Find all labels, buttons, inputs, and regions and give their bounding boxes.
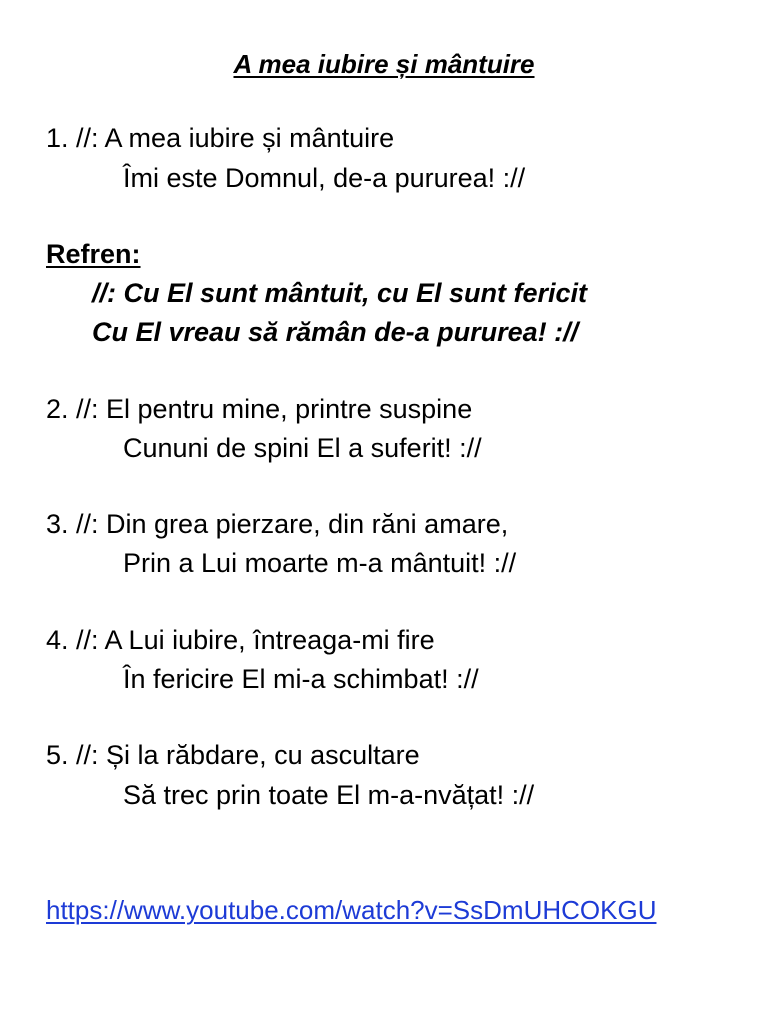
song-title: A mea iubire și mântuire [233,49,535,79]
refrain-line-1: //: Cu El sunt mântuit, cu El sunt fericit [92,278,588,308]
verse-3-line-2: Prin a Lui moarte m-a mântuit! :// [123,548,517,578]
verse-4-line-1: 4. //: A Lui iubire, întreaga-mi fire [46,625,435,655]
verse-2-line-2: Cununi de spini El a suferit! :// [123,433,482,463]
verse-3-line-1: 3. //: Din grea pierzare, din răni amare, [46,509,509,539]
verse-2-line-1: 2. //: El pentru mine, printre suspine [46,394,473,424]
verse-1-line-2: Îmi este Domnul, de-a pururea! :// [123,163,526,193]
verse-1-line-1: 1. //: A mea iubire și mântuire [46,123,395,153]
youtube-link[interactable]: https://www.youtube.com/watch?v=SsDmUHCOKGU [46,895,657,925]
refrain-label: Refren: [46,239,141,269]
verse-4-line-2: În fericire El mi-a schimbat! :// [123,664,479,694]
verse-5-line-2: Să trec prin toate El m-a-nvățat! :// [123,780,535,810]
refrain-line-2: Cu El vreau să rămân de-a pururea! :// [92,317,579,347]
verse-5-line-1: 5. //: Și la răbdare, cu ascultare [46,740,420,770]
